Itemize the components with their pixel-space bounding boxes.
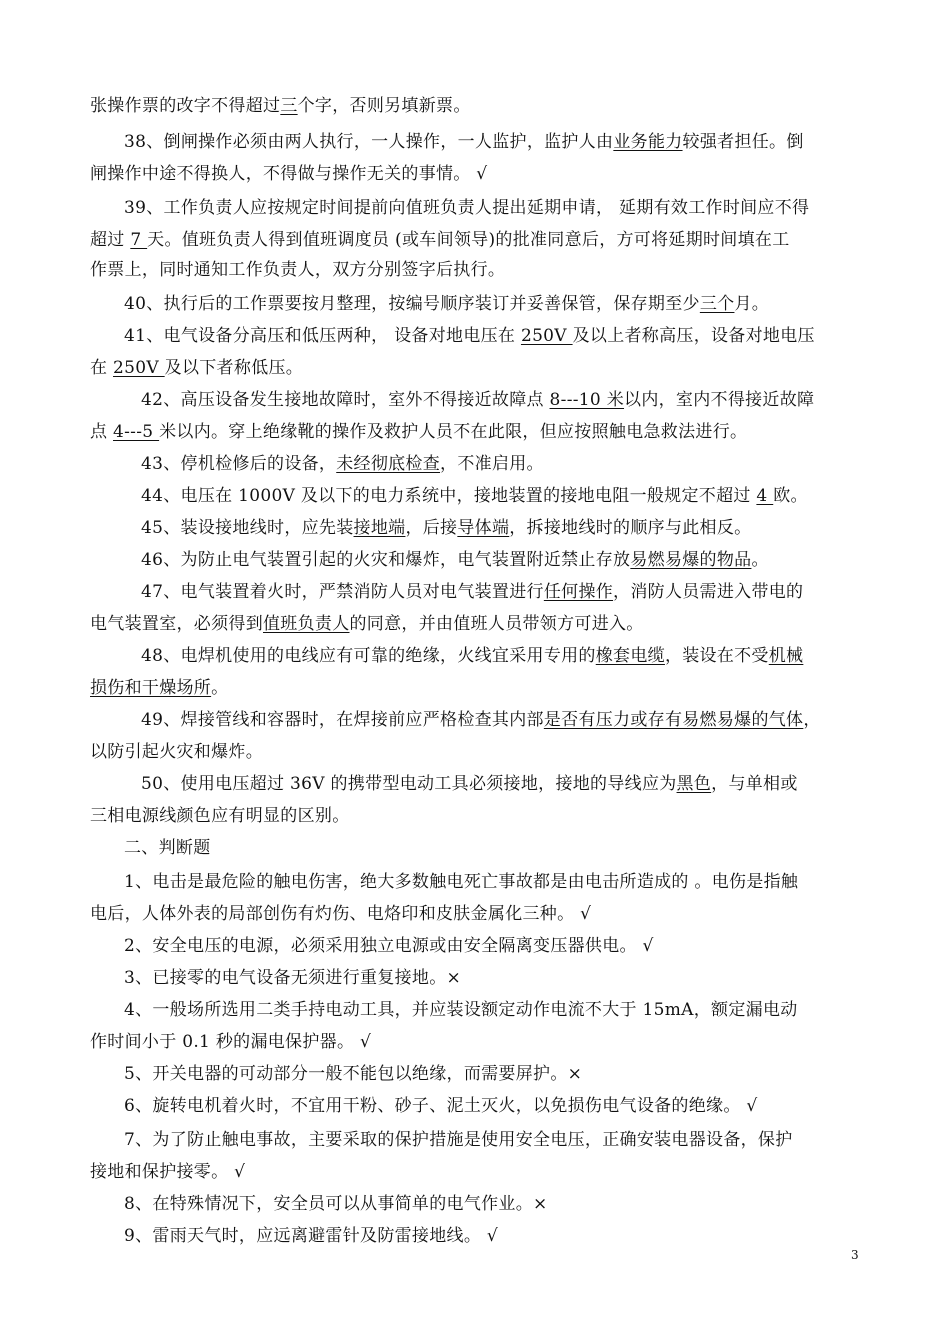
text-line — [90, 162, 880, 186]
text-segment: 46、为防止电气装置引起的火灾和爆炸，电气装置附近禁止存放 — [141, 550, 631, 570]
text-line — [90, 420, 880, 444]
text-line — [141, 772, 931, 796]
underlined-answer: 未经彻底检查 — [336, 454, 441, 474]
underlined-answer: 易燃易爆的物品 — [630, 550, 752, 570]
text-segment: ，拆接地线时的顺序与此相反。 — [509, 518, 752, 538]
underlined-answer: 导体端 — [457, 518, 510, 538]
text-segment: 7、为了防止触电事故，主要采取的保护措施是使用安全电压，正确安装电器设备，保护 — [124, 1130, 793, 1150]
text-line — [90, 612, 880, 636]
underlined-answer: 机械 — [768, 646, 804, 666]
text-segment: ，与单相或 — [711, 774, 798, 794]
text-segment: ，不准启用。 — [440, 454, 544, 474]
text-line — [124, 870, 914, 894]
text-segment: 48、电焊机使用的电线应有可靠的绝缘，火线宜采用专用的 — [141, 646, 596, 666]
text-line — [90, 356, 880, 380]
text-line — [90, 902, 880, 926]
text-line — [141, 452, 931, 476]
text-line — [124, 196, 914, 220]
text-line — [90, 1160, 880, 1184]
text-line — [90, 228, 880, 252]
text-segment: 电气装置室，必须得到 — [90, 614, 263, 634]
text-segment: 及以上者称高压，设备对地电压 — [572, 326, 815, 346]
text-segment: ，装设在不受 — [664, 646, 769, 666]
text-line — [124, 966, 914, 990]
text-segment: 44、电压在 1000V 及以下的电力系统中，接地装置的接地电阻一般规定不超过 — [141, 486, 757, 506]
underlined-answer: 黑色 — [676, 774, 712, 794]
text-line — [141, 516, 931, 540]
text-segment: 9、雷雨天气时，应远离避雷针及防雷接地线。 √ — [124, 1226, 498, 1246]
text-line — [141, 548, 931, 572]
text-segment: 40、执行后的工作票要按月整理，按编号顺序装订并妥善保管，保存期至少 — [124, 294, 700, 314]
text-segment: 及以下者称低压。 — [164, 358, 304, 378]
text-segment: 在 — [90, 358, 114, 378]
text-line — [141, 580, 931, 604]
text-line — [124, 324, 914, 348]
text-line — [124, 934, 914, 958]
text-segment: 50、使用电压超过 36V 的携带型电动工具必须接地，接地的导线应为 — [141, 774, 677, 794]
text-line — [124, 1128, 914, 1152]
text-line — [90, 740, 880, 764]
text-line — [141, 484, 931, 508]
text-segment: 以防引起火灾和爆炸。 — [90, 742, 263, 762]
text-segment: 。 — [211, 678, 229, 698]
underlined-answer: 是否有压力或存有易燃易爆的气体 — [543, 710, 804, 730]
underlined-answer: 250V — [113, 358, 165, 378]
text-segment: 二、判断题 — [124, 838, 211, 858]
text-segment: 42、高压设备发生接地故障时，室外不得接近故障点 — [141, 390, 550, 410]
text-segment: 8、在特殊情况下，安全员可以从事简单的电气作业。× — [124, 1194, 548, 1214]
text-line — [90, 258, 880, 282]
page-number: 3 — [851, 1248, 859, 1262]
underlined-answer: 4---5 — [113, 422, 160, 442]
text-segment: 49、焊接管线和容器时，在焊接前应严格检查其内部 — [141, 710, 544, 730]
underlined-answer: 接地端 — [353, 518, 406, 538]
text-line — [124, 1094, 914, 1118]
text-segment: 45、装设接地线时，应先装 — [141, 518, 354, 538]
text-segment: 欧。 — [773, 486, 808, 506]
text-segment: 2、安全电压的电源，必须采用独立电源或由安全隔离变压器供电。 √ — [124, 936, 654, 956]
text-segment: 电后，人体外表的局部创伤有灼伤、电烙印和皮肤金属化三种。 √ — [90, 904, 592, 924]
text-line — [90, 1030, 880, 1054]
text-segment: 点 — [90, 422, 114, 442]
text-segment: 5、开关电器的可动部分一般不能包以绝缘，而需要屏护。× — [124, 1064, 583, 1084]
text-segment: 闸操作中途不得换人，不得做与操作无关的事情。 √ — [90, 164, 488, 184]
text-segment: 月。 — [734, 294, 770, 314]
text-line — [124, 998, 914, 1022]
text-segment: 超过 — [90, 230, 131, 250]
text-segment: 作时间小于 0.1 秒的漏电保护器。 √ — [90, 1032, 372, 1052]
text-segment: 43、停机检修后的设备， — [141, 454, 337, 474]
text-segment: 个字，否则另填新票。 — [297, 96, 471, 116]
text-segment: 39、工作负责人应按规定时间提前向值班负责人提出延期申请， 延期有效工作时间应不得 — [124, 198, 810, 218]
text-line — [90, 94, 880, 118]
text-line — [124, 130, 914, 154]
text-segment: 米以内。穿上绝缘靴的操作及救护人员不在此限，但应按照触电急救法进行。 — [159, 422, 748, 442]
text-segment: 47、电气装置着火时，严禁消防人员对电气装置进行 — [141, 582, 544, 602]
text-line — [124, 292, 914, 316]
text-line — [90, 676, 880, 700]
text-segment: 接地和保护接零。 √ — [90, 1162, 246, 1182]
text-segment: 以内，室内不得接近故障 — [624, 390, 815, 410]
text-segment: 4、一般场所选用二类手持电动工具，并应装设额定动作电流不大于 15mA，额定漏电动 — [124, 1000, 798, 1020]
underlined-answer: 三 — [280, 96, 298, 116]
text-segment: 天。值班负责人得到值班调度员 (或车间领导)的批准同意后，方可将延期时间填在工 — [147, 230, 790, 250]
underlined-answer: 任何操作 — [543, 582, 614, 602]
text-line — [124, 1062, 914, 1086]
text-segment: 较强者担任。倒 — [682, 132, 804, 152]
text-line — [90, 804, 880, 828]
underlined-answer: 橡套电缆 — [595, 646, 665, 666]
text-segment: 三相电源线颜色应有明显的区别。 — [90, 806, 350, 826]
text-segment: 3、已接零的电气设备无须进行重复接地。× — [124, 968, 462, 988]
underlined-answer: 7 — [130, 230, 148, 250]
underlined-answer: 250V — [520, 326, 573, 346]
underlined-answer: 8---10 米 — [549, 390, 625, 410]
text-segment: ，后接 — [405, 518, 458, 538]
text-line — [124, 836, 914, 860]
text-line — [141, 708, 931, 732]
underlined-answer: 4 — [756, 486, 774, 506]
text-segment: ，消防人员需进入带电的 — [613, 582, 804, 602]
text-segment: 。 — [751, 550, 769, 570]
underlined-answer: 三个 — [699, 294, 735, 314]
text-segment: ， — [803, 710, 821, 730]
text-segment: 的同意，并由值班人员带领方可进入。 — [349, 614, 644, 634]
text-line — [124, 1224, 914, 1248]
text-segment: 1、电击是最危险的触电伤害，绝大多数触电死亡事故都是由电击所造成的 。电伤是指触 — [124, 872, 799, 892]
underlined-answer: 损伤和干燥场所 — [90, 678, 212, 698]
text-segment: 张操作票的改字不得超过 — [90, 96, 281, 116]
text-line — [124, 1192, 914, 1216]
text-line — [141, 644, 931, 668]
text-segment: 41、电气设备分高压和低压两种， 设备对地电压在 — [124, 326, 521, 346]
text-segment: 6、旋转电机着火时，不宜用干粉、砂子、泥土灭火，以免损伤电气设备的绝缘。 √ — [124, 1096, 758, 1116]
underlined-answer: 值班负责人 — [263, 614, 350, 634]
underlined-answer: 业务能力 — [613, 132, 683, 152]
text-segment: 38、倒闸操作必须由两人执行，一人操作，一人监护，监护人由 — [124, 132, 614, 152]
text-line — [141, 388, 931, 412]
text-segment: 作票上，同时通知工作负责人，双方分别签字后执行。 — [90, 260, 506, 280]
